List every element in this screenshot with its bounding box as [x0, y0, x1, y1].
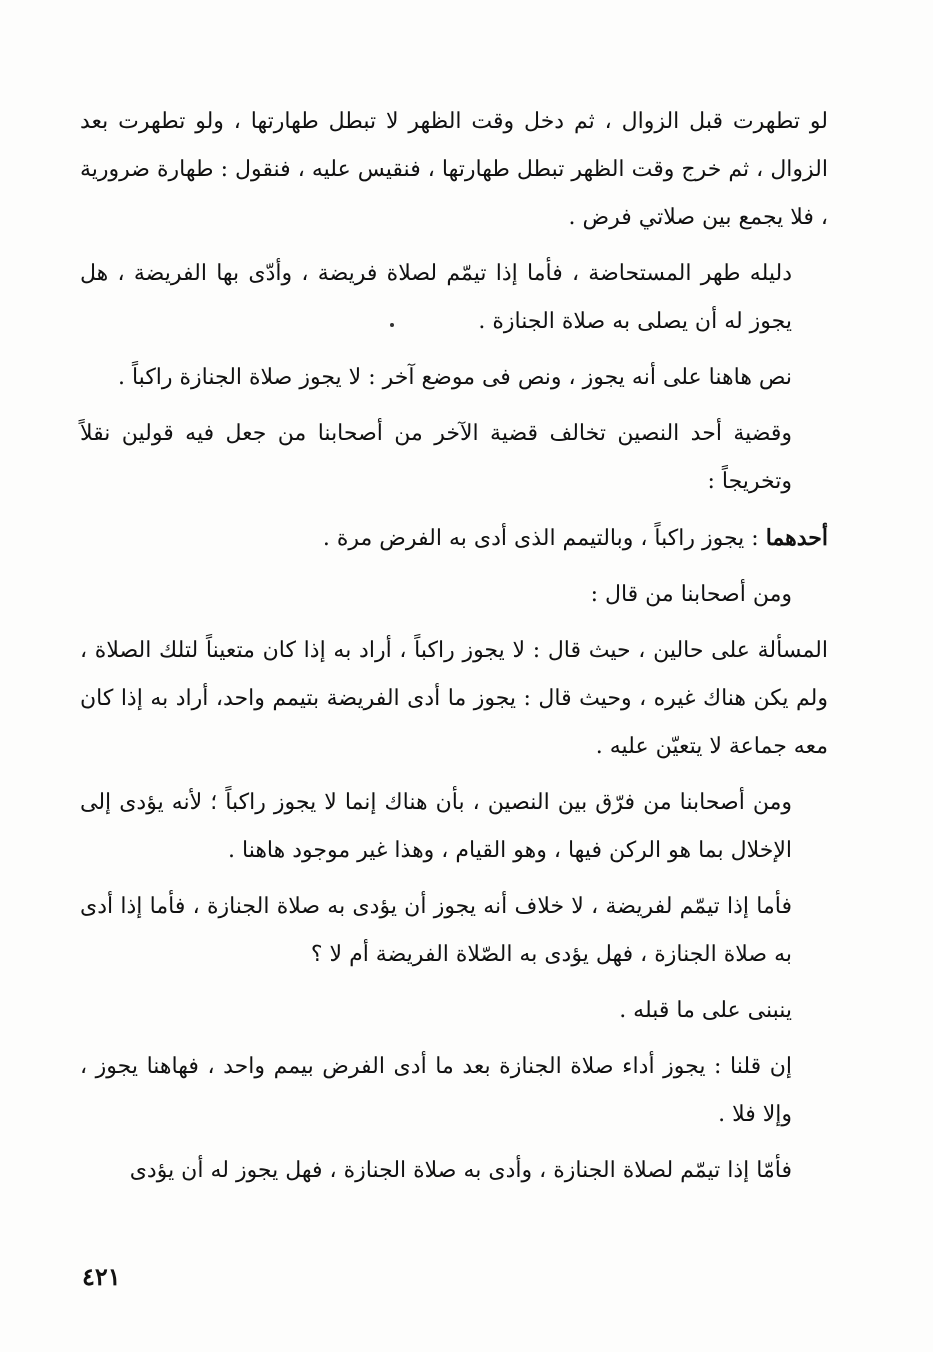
paragraph-10: ينبنى على ما قبله . — [619, 998, 792, 1023]
paragraph-5 — [80, 514, 828, 563]
ink-speck — [390, 323, 394, 327]
body-text — [80, 98, 828, 1203]
paragraph-3: نص هاهنا على أنه يجوز ، ونص فى موضع آخر : لا يجوز صلاة الجنازة راكباً . — [117, 365, 792, 390]
paragraph-2: دليله طهر المستحاضة ، فأما إذا تيمّم لصلاة فريضة ، وأدّى بها الفريضة ، هل يجوز له أن يصلى به صلاة الجنازة . — [80, 261, 792, 334]
paragraph-6: ومن أصحابنا من قال : — [590, 582, 792, 607]
paragraph-8: ومن أصحابنا من فرّق بين النصين ، بأن هناك إنما لا يجوز راكباً ؛ لأنه يؤدى إلى الإخلال بما هو الركن فيها ، وهو القيام ، وهذا غير موجود هاهنا . — [80, 790, 792, 863]
paragraph-12: فأمّا إذا تيمّم لصلاة الجنازة ، وأدى به صلاة الجنازة ، فهل يجوز له أن يؤدى — [129, 1158, 792, 1183]
paragraph-5-label: أحدهما — [765, 525, 828, 551]
paragraph-4: وقضية أحد النصين تخالف قضية الآخر من أصحابنا من جعل فيه قولين نقلاً وتخريجاً : — [80, 421, 792, 494]
paragraph-5-text: : يجوز راكباً ، وبالتيمم الذى أدى به الفرض مرة . — [322, 526, 766, 551]
paragraph-9: فأما إذا تيمّم لفريضة ، لا خلاف أنه يجوز أن يؤدى به صلاة الجنازة ، فأما إذا أدى به صلاة الجنازة ، فهل يؤدى به الصّلاة الفريضة أم لا ؟ — [80, 894, 792, 967]
paragraph-7: المسألة على حالين ، حيث قال : لا يجوز راكباً ، أراد به إذا كان متعيناً لتلك الصلاة ، ولم يكن هناك غيره ، وحيث قال : يجوز ما أدى الفريضة بتيمم واحد، أراد به إذا كان معه جماعة لا يتعيّن عليه . — [80, 638, 828, 759]
page-number: ٤٢١ — [82, 1262, 121, 1291]
paragraph-1: لو تطهرت قبل الزوال ، ثم دخل وقت الظهر لا تبطل طهارتها ، ولو تطهرت بعد الزوال ، ثم خرج وقت الظهر تبطل طهارتها ، فنقيس عليه ، فنقول : طهارة ضرورية ، فلا يجمع بين صلاتي فرض . — [80, 109, 828, 230]
paragraph-11: إن قلنا : يجوز أداء صلاة الجنازة بعد ما أدى الفرض بيمم واحد ، فهاهنا يجوز ، وإلا فلا . — [80, 1054, 792, 1127]
